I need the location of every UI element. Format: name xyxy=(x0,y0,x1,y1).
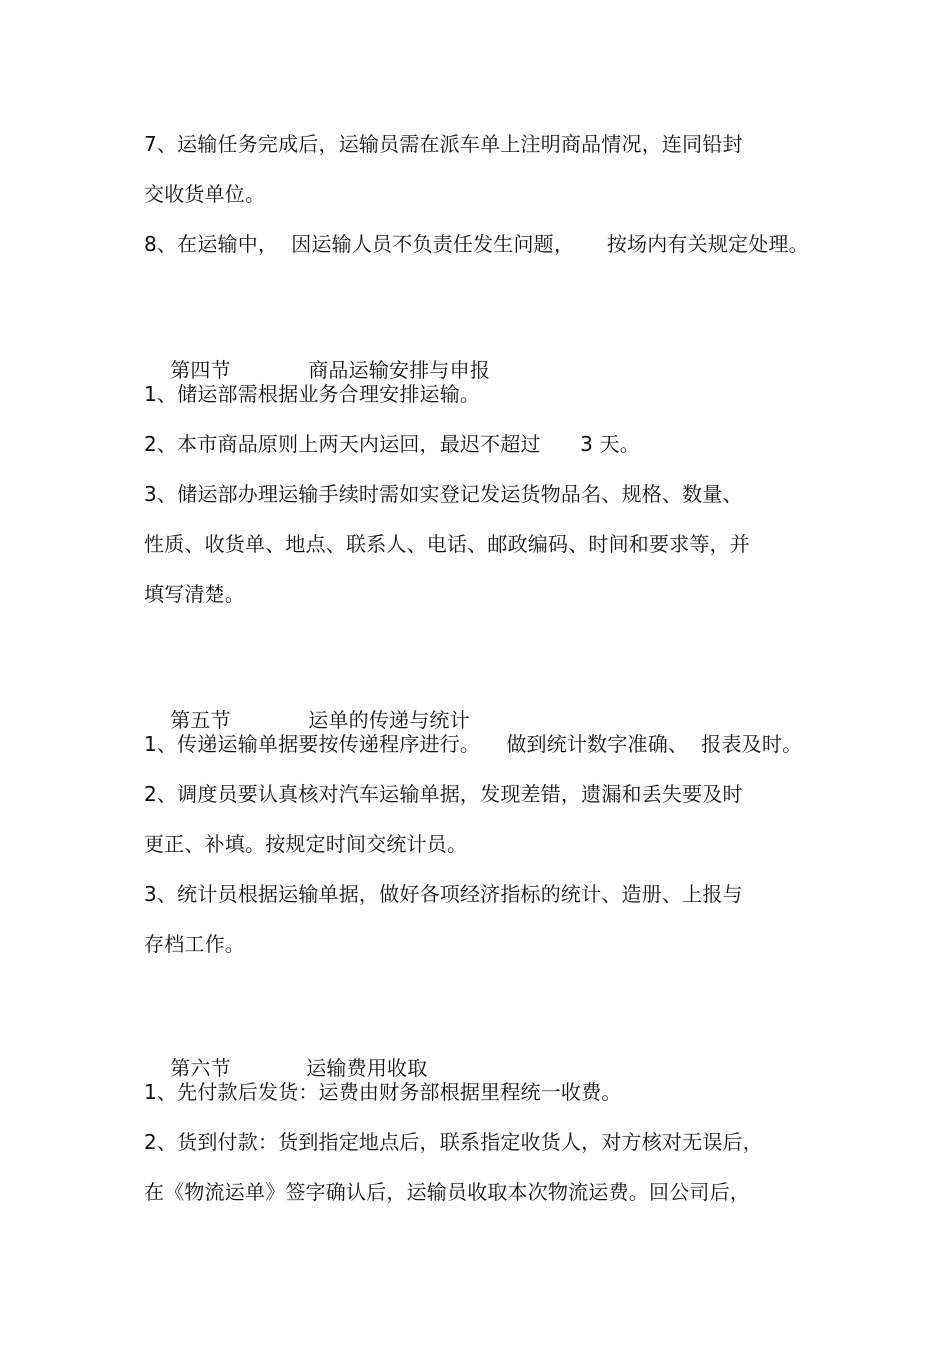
paragraph-line: 1、先付款后发货：运费由财务部根据里程统一收费。 xyxy=(144,1080,622,1104)
paragraph-line: 8、在运输中， 因运输人员不负责任发生问题， 按场内有关规定处理。 xyxy=(144,232,809,256)
paragraph-line: 性质、收货单、地点、联系人、电话、邮政编码、时间和要求等，并 xyxy=(144,532,750,556)
paragraph-line: 3、储运部办理运输手续时需如实登记发运货物品名、规格、数量、 xyxy=(144,482,743,506)
paragraph-line: 存档工作。 xyxy=(144,932,245,956)
paragraph-line: 2、调度员要认真核对汽车运输单据，发现差错，遗漏和丢失要及时 xyxy=(144,782,743,806)
section-number: 第五节 xyxy=(170,708,231,732)
section-number: 第六节 xyxy=(170,1056,231,1080)
section-title: 运单的传递与统计 xyxy=(308,708,470,732)
paragraph-line: 2、本市商品原则上两天内运回，最迟不超过 3 天。 xyxy=(144,432,640,456)
section-title: 运输费用收取 xyxy=(306,1056,428,1080)
paragraph-line: 7、运输任务完成后，运输员需在派车单上注明商品情况，连同铅封 xyxy=(144,132,743,156)
paragraph-line: 3、统计员根据运输单据，做好各项经济指标的统计、造册、上报与 xyxy=(144,882,743,906)
paragraph-line: 更正、补填。按规定时间交统计员。 xyxy=(144,832,468,856)
paragraph-line: 2、货到付款：货到指定地点后，联系指定收货人，对方核对无误后， xyxy=(144,1130,763,1154)
paragraph-line: 填写清楚。 xyxy=(144,582,245,606)
paragraph-line: 1、储运部需根据业务合理安排运输。 xyxy=(144,382,481,406)
section-title: 商品运输安排与申报 xyxy=(308,358,491,382)
paragraph-line: 在《物流运单》签字确认后，运输员收取本次物流运费。回公司后， xyxy=(144,1180,750,1204)
paragraph-line: 1、传递运输单据要按传递程序进行。 做到统计数字准确、 报表及时。 xyxy=(144,732,803,756)
paragraph-line: 交收货单位。 xyxy=(144,182,266,206)
section-number: 第四节 xyxy=(170,358,231,382)
